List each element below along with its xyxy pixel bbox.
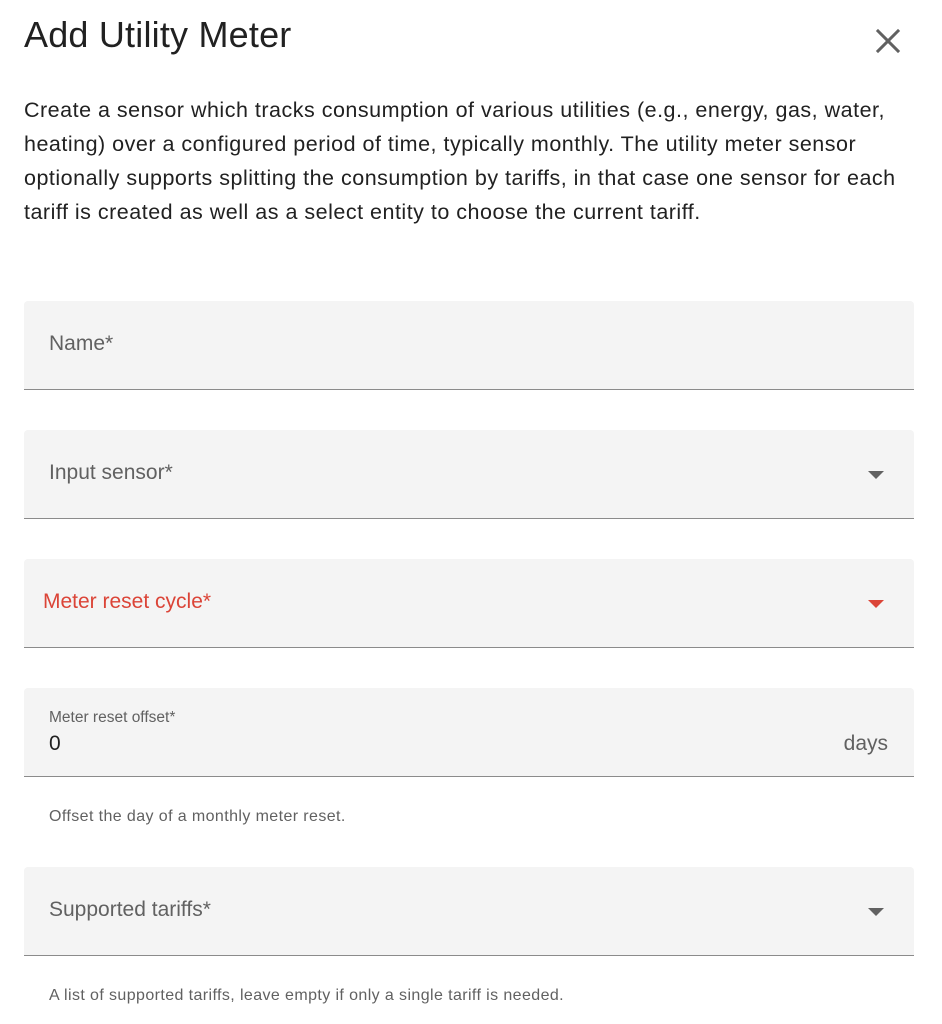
- chevron-down-icon[interactable]: [868, 600, 884, 608]
- dialog-description: Create a sensor which tracks consumption of various utilities (e.g., energy, gas, water, heating) over a configured period of time, typically monthly. The utility meter sensor optionally supports splitting the consumption by tariffs, in that case one sensor for each tariff is created as well as a select entity to choose the current tariff.: [24, 98, 896, 224]
- close-button[interactable]: [866, 19, 910, 63]
- meter-reset-offset-field[interactable]: [24, 688, 914, 777]
- chevron-down-icon[interactable]: [868, 471, 884, 479]
- close-icon[interactable]: [875, 28, 901, 54]
- meter-reset-offset-value[interactable]: 0: [49, 732, 61, 755]
- dialog-title: Add Utility Meter: [24, 14, 292, 55]
- chevron-down-icon[interactable]: [868, 908, 884, 916]
- meter-reset-cycle-select[interactable]: [24, 559, 914, 648]
- meter-reset-offset-suffix: days: [843, 732, 888, 755]
- input-sensor-select[interactable]: [24, 430, 914, 519]
- input-sensor-label: Input sensor*: [49, 461, 173, 484]
- supported-tariffs-label: Supported tariffs*: [49, 898, 211, 921]
- meter-reset-cycle-label: Meter reset cycle*: [43, 590, 212, 613]
- supported-tariffs-helper: A list of supported tariffs, leave empty if only a single tariff is needed.: [49, 987, 565, 1004]
- name-field[interactable]: [24, 301, 914, 390]
- supported-tariffs-select[interactable]: [24, 867, 914, 956]
- meter-reset-offset-label: Meter reset offset*: [49, 709, 176, 726]
- name-field-label: Name*: [49, 332, 114, 355]
- meter-reset-offset-helper: Offset the day of a monthly meter reset.: [49, 808, 346, 825]
